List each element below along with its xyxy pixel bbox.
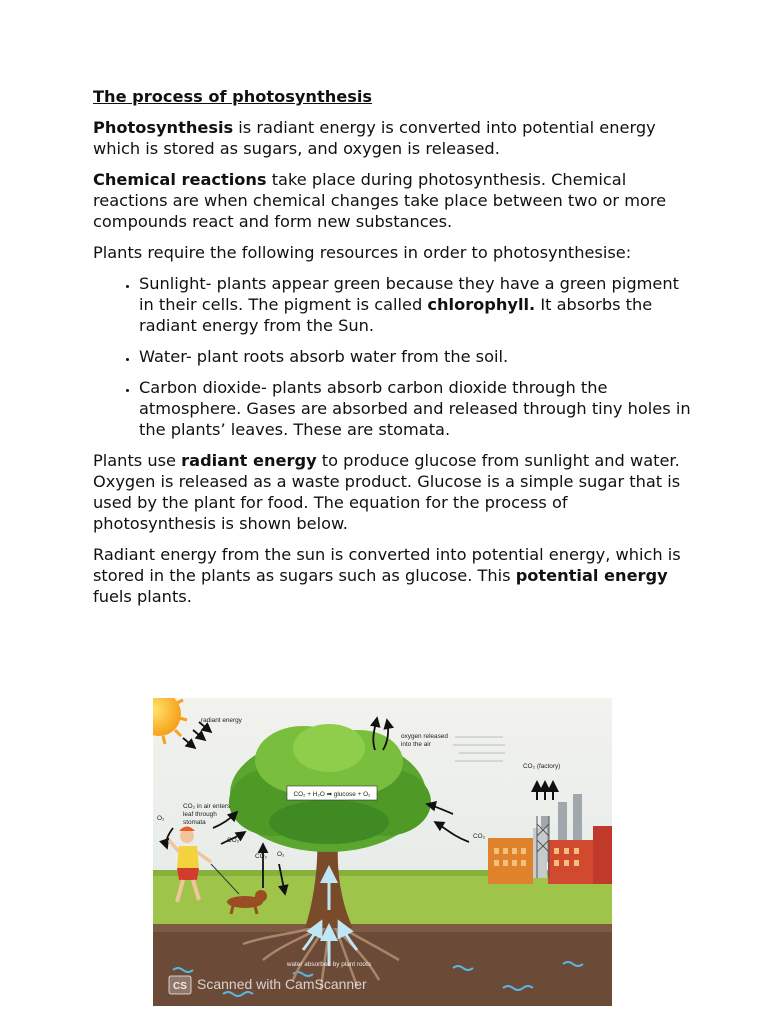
camscanner-watermark [169,976,367,994]
watermark-text: Scanned with CamScanner [197,976,367,992]
label-oxygen-released: oxygen released [401,733,448,740]
label-water-absorbed: water absorbed by plant roots [286,961,372,968]
list-item-carbon-dioxide: • Carbon dioxide- plants absorb carbon dioxide through the atmosphere. Gases are absorbed and released through tiny holes in the plants’ leaves. These are stomata. [139,377,693,440]
photosynthesis-illustration [153,698,612,1006]
camscanner-logo: CS [173,981,187,992]
paragraph-text: is radiant energy is converted into potential energy which is stored as sugars, and oxygen is released. [93,118,656,158]
equation-label: CO₂ + H₂O ➡ glucose + O₂ [293,791,371,798]
paragraph-text: to produce glucose from sunlight and water. Oxygen is released as a waste product. Glucose is a simple sugar that is used by the plant for food. The equation for the process of photosynthesis is shown below. [93,451,681,533]
paragraph-resources-intro: Plants require the following resources in order to photosynthesise: [93,243,632,262]
paragraph-text: fuels plants. [93,587,192,606]
label-o2-left: O₂ [157,815,165,822]
label-co2-right: CO₂ [473,833,486,840]
paragraph-text: Plants use [93,451,182,470]
paragraph-photosynthesis-definition [93,117,693,159]
resources-list [93,273,693,440]
label-leaf-through: leaf through [183,811,217,818]
label-radiant-energy: radiant energy [201,717,242,724]
document-title: The process of photosynthesis [93,87,373,106]
label-co2-mid: CO₂ [255,853,268,860]
term-radiant-energy: radiant energy [181,451,317,470]
label-into-the-air: into the air [401,741,431,748]
label-co2-enters: CO₂ in air enters [183,803,231,810]
list-item-water: • Water- plant roots absorb water from the soil. [139,346,693,367]
term-potential-energy: potential energy [515,566,668,585]
label-stomata: stomata [183,819,206,826]
label-co2-left: CO₂ [227,837,240,844]
list-item-text: Sunlight- plants appear green because they have a green pigment in their cells. The pigment is called [139,274,679,314]
term-chemical-reactions: Chemical reactions [93,170,267,189]
label-co2-factory: CO₂ (factory) [523,763,561,770]
term-chlorophyll: chlorophyll. [427,295,536,314]
paragraph-text: Radiant energy from the sun is converted into potential energy, which is stored in the plants as sugars such as glucose. This [93,545,681,585]
paragraph-text: take place during photosynthesis. Chemical reactions are when chemical changes take place between two or more compounds react and form new substances. [93,170,667,231]
list-item-sunlight [139,273,693,336]
paragraph-radiant-energy [93,450,693,534]
paragraph-potential-energy [93,544,693,607]
list-item-text: It absorbs the radiant energy from the Sun. [139,295,653,335]
illustration-svg [153,698,612,1006]
label-o2-mid: O₂ [277,851,285,858]
document-body [93,86,693,617]
soil-layer [153,924,612,1006]
term-photosynthesis: Photosynthesis [93,118,234,137]
grass-strip [153,870,612,926]
paragraph-chemical-reactions [93,169,693,232]
